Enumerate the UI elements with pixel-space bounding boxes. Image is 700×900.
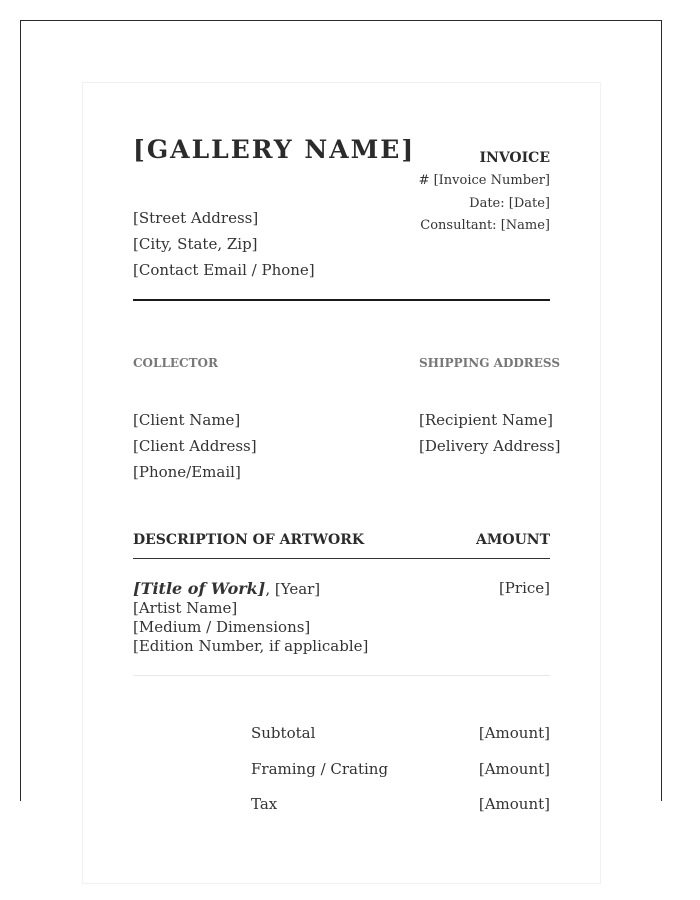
artwork-year: , [Year] <box>265 580 321 598</box>
client-contact: [Phone/Email] <box>133 463 241 481</box>
subtotal-label: Subtotal <box>251 724 316 742</box>
subtotal-amount: [Amount] <box>478 724 550 742</box>
artist-name: [Artist Name] <box>133 599 238 617</box>
gallery-name: [GALLERY NAME] <box>133 135 416 164</box>
row-divider <box>133 675 550 676</box>
delivery-address: [Delivery Address] <box>419 437 561 455</box>
artwork-title-line <box>133 579 320 598</box>
edition-number: [Edition Number, if applicable] <box>133 637 369 655</box>
client-name: [Client Name] <box>133 411 241 429</box>
tax-amount: [Amount] <box>478 795 550 813</box>
artwork-title: [Title of Work] <box>133 579 266 598</box>
collector-label: COLLECTOR <box>133 356 218 370</box>
amount-header: AMOUNT <box>476 532 550 548</box>
invoice-number: # [Invoice Number] <box>418 173 550 188</box>
consultant: Consultant: [Name] <box>420 218 550 233</box>
contact-info: [Contact Email / Phone] <box>133 261 315 279</box>
table-header-divider <box>133 558 550 559</box>
description-header: DESCRIPTION OF ARTWORK <box>133 532 365 548</box>
framing-label: Framing / Crating <box>251 760 389 778</box>
artwork-price: [Price] <box>498 579 550 597</box>
header-divider <box>133 299 550 301</box>
document-frame <box>20 20 662 813</box>
framing-amount: [Amount] <box>478 760 550 778</box>
invoice-date: Date: [Date] <box>469 196 550 211</box>
recipient-name: [Recipient Name] <box>419 411 553 429</box>
client-address: [Client Address] <box>133 437 257 455</box>
shipping-label: SHIPPING ADDRESS <box>419 356 560 370</box>
city-state-zip: [City, State, Zip] <box>133 235 258 253</box>
invoice-page <box>82 82 601 884</box>
medium-dimensions: [Medium / Dimensions] <box>133 618 311 636</box>
street-address: [Street Address] <box>133 209 259 227</box>
tax-label: Tax <box>251 795 278 813</box>
invoice-title: INVOICE <box>479 150 550 166</box>
